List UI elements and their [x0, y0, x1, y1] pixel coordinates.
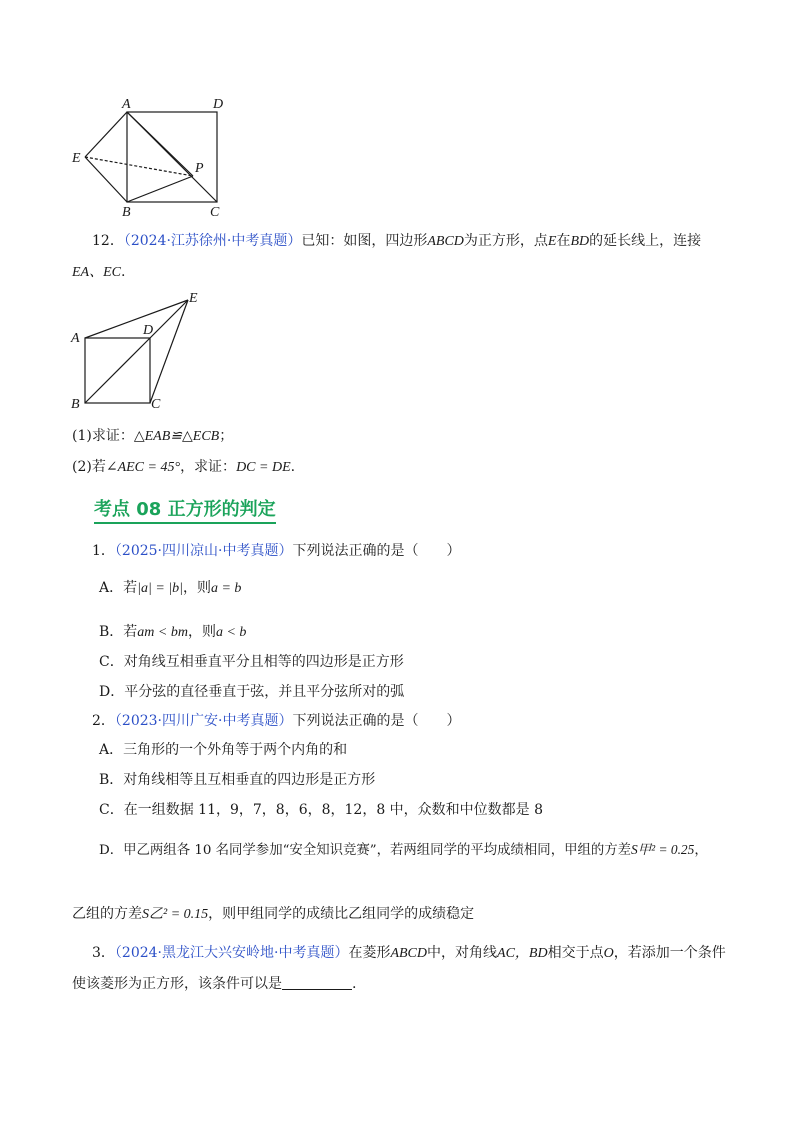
q1-option-D[interactable]: D．平分弦的直径垂直于弦，并且平分弦所对的弧 — [99, 684, 405, 700]
q1-option-B[interactable]: B．若am < bm，则a < b — [99, 624, 247, 640]
label-B: B — [122, 205, 131, 220]
q2-option-D-line2: 乙组的方差S乙² = 0.15，则甲组同学的成绩比乙组同学的成绩稳定 — [72, 906, 475, 922]
answer-blank[interactable] — [282, 975, 352, 990]
q3-line1: 3．（2024·黑龙江大兴安岭地·中考真题）在菱形ABCD中，对角线AC，BD相交于点O，若添加一个条件 — [92, 945, 726, 961]
label-C: C — [210, 205, 220, 220]
geometry-figure-1 — [60, 90, 240, 220]
q1-stem: 1．（2025·四川凉山·中考真题）下列说法正确的是（ ） — [92, 543, 461, 559]
q12-source[interactable]: （2024·江苏徐州·中考真题） — [123, 233, 302, 249]
q12-part1: (1)求证：△EAB≌△ECB； — [72, 428, 234, 444]
q1-source[interactable]: （2025·四川凉山·中考真题） — [114, 543, 293, 559]
q2-stem: 2．（2023·四川广安·中考真题）下列说法正确的是（ ） — [92, 713, 461, 729]
q2-option-A[interactable]: A．三角形的一个外角等于两个内角的和 — [99, 742, 348, 758]
q12-line2: EA、EC. — [72, 264, 126, 280]
label-P: P — [195, 161, 204, 176]
q12-line1: 12．（2024·江苏徐州·中考真题）已知：如图，四边形ABCD为正方形，点E在BD的延长线上，连接 — [92, 233, 702, 249]
label-E: E — [189, 291, 198, 306]
label-C: C — [151, 397, 161, 412]
label-B: B — [71, 397, 80, 412]
q1-option-C[interactable]: C．对角线互相垂直平分且相等的四边形是正方形 — [99, 654, 404, 670]
label-A: A — [71, 331, 80, 346]
q2-option-D[interactable]: D．甲乙两组各 10 名同学参加“安全知识竞赛”，若两组同学的平均成绩相同，甲组的方差S甲² = 0.25， — [99, 842, 708, 858]
q2-option-B[interactable]: B．对角线相等且互相垂直的四边形是正方形 — [99, 772, 376, 788]
label-A: A — [122, 97, 131, 112]
label-D: D — [143, 323, 154, 338]
q3-source[interactable]: （2024·黑龙江大兴安岭地·中考真题） — [114, 945, 349, 961]
q2-source[interactable]: （2023·四川广安·中考真题） — [114, 713, 293, 729]
q3-line2: 使该菱形为正方形，该条件可以是 . — [72, 976, 357, 992]
q12-part2: (2)若∠AEC = 45°，求证：DC = DE. — [72, 459, 296, 475]
q1-option-A[interactable]: A．若|a| = |b|，则a = b — [99, 580, 242, 596]
label-E: E — [72, 151, 81, 166]
section-title: 考点 08 正方形的判定 — [94, 495, 276, 524]
geometry-figure-2 — [65, 288, 215, 413]
q2-option-C[interactable]: C．在一组数据 11，9，7，8，6，8，12，8 中，众数和中位数都是 8 — [99, 802, 544, 818]
label-D: D — [213, 97, 224, 112]
